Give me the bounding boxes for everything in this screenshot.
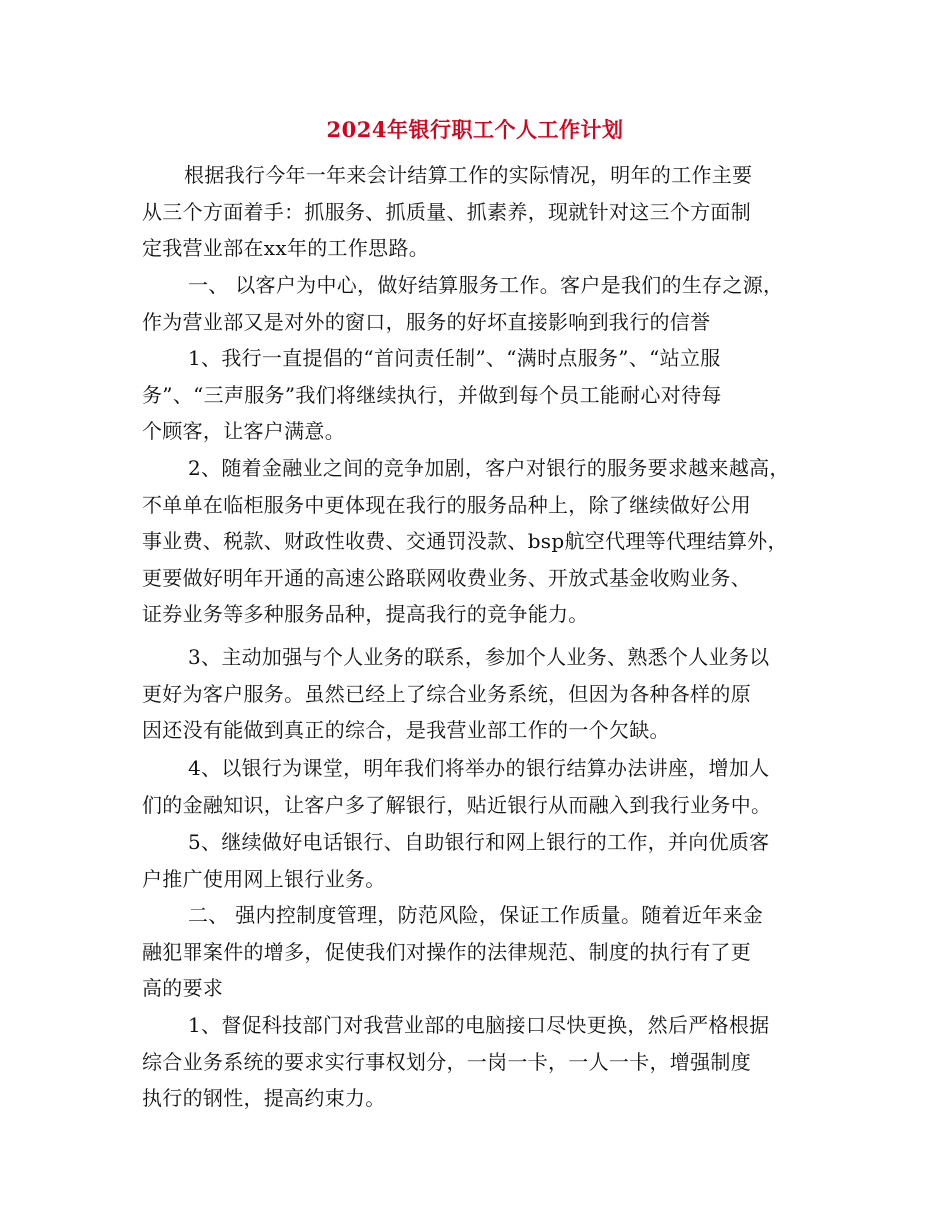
paragraph-line: 2、随着金融业之间的竞争加剧，客户对银行的服务要求越来越高， (188, 456, 790, 480)
paragraph-line: 4、以银行为课堂，明年我们将举办的银行结算办法讲座，增加人 (188, 756, 770, 780)
paragraph-line: 从三个方面着手：抓服务、抓质量、抓素养，现就针对这三个方面制 (142, 199, 751, 224)
paragraph-item-5 (142, 824, 822, 897)
paragraph-line: 定我营业部在xx年的工作思路。 (142, 236, 430, 261)
paragraph-item-1 (142, 340, 822, 450)
paragraph-line: 1、督促科技部门对我营业部的电脑接口尽快更换，然后严格根据 (188, 1013, 770, 1037)
paragraph-line: 更好为客户服务。虽然已经上了综合业务系统，但因为各种各样的原 (142, 681, 751, 706)
paragraph-line: 高的要求 (142, 976, 224, 1001)
paragraph-line: 综合业务系统的要求实行事权划分，一岗一卡，一人一卡，增强制度 (142, 1049, 751, 1074)
paragraph-item-1b (142, 1007, 822, 1117)
paragraph-line: 一、 以客户为中心，做好结算服务工作。客户是我们的生存之源， (188, 273, 784, 297)
paragraph-line: 更要做好明年开通的高速公路联网收费业务、开放式基金收购业务、 (142, 565, 751, 590)
paragraph-intro (142, 157, 822, 267)
paragraph-line: 根据我行今年一年来会计结算工作的实际情况，明年的工作主要 (184, 163, 753, 187)
paragraph-line: 户推广使用网上银行业务。 (142, 866, 386, 891)
paragraph-line: 执行的钢性，提高约束力。 (142, 1086, 386, 1111)
paragraph-line: 不单单在临柜服务中更体现在我行的服务品种上，除了继续做好公用 (142, 492, 751, 517)
paragraph-item-3 (142, 639, 822, 749)
paragraph-item-2 (142, 450, 822, 633)
paragraph-section-two (142, 897, 822, 1007)
paragraph-item-4 (142, 750, 822, 823)
paragraph-line: 因还没有能做到真正的综合，是我营业部工作的一个欠缺。 (142, 718, 670, 743)
paragraph-line: 作为营业部又是对外的窗口，服务的好坏直接影响到我行的信誉 (142, 309, 711, 334)
paragraph-line: 二、 强内控制度管理，防范风险，保证工作质量。随着近年来金 (188, 903, 764, 927)
paragraph-section-one (142, 267, 822, 340)
paragraph-line: 5、继续做好电话银行、自助银行和网上银行的工作，并向优质客 (188, 830, 770, 854)
paragraph-line: 证券业务等多种服务品种，提高我行的竞争能力。 (142, 602, 589, 627)
paragraph-line: 1、我行一直提倡的“首问责任制”、“满时点服务”、“站立服 (188, 346, 721, 370)
paragraph-line: 事业费、税款、财政性收费、交通罚没款、bsp航空代理等代理结算外， (142, 529, 788, 554)
paragraph-line: 3、主动加强与个人业务的联系，参加个人业务、熟悉个人业务以 (188, 645, 770, 669)
paragraph-line: 个顾客，让客户满意。 (142, 419, 345, 444)
paragraph-line: 们的金融知识，让客户多了解银行，贴近银行从而融入到我行业务中。 (142, 792, 772, 817)
paragraph-line: 融犯罪案件的增多，促使我们对操作的法律规范、制度的执行有了更 (142, 939, 751, 964)
document-title: 2024年银行职工个人工作计划 (326, 117, 624, 142)
paragraph-line: 务”、“三声服务”我们将继续执行，并做到每个员工能耐心对待每 (142, 382, 722, 407)
